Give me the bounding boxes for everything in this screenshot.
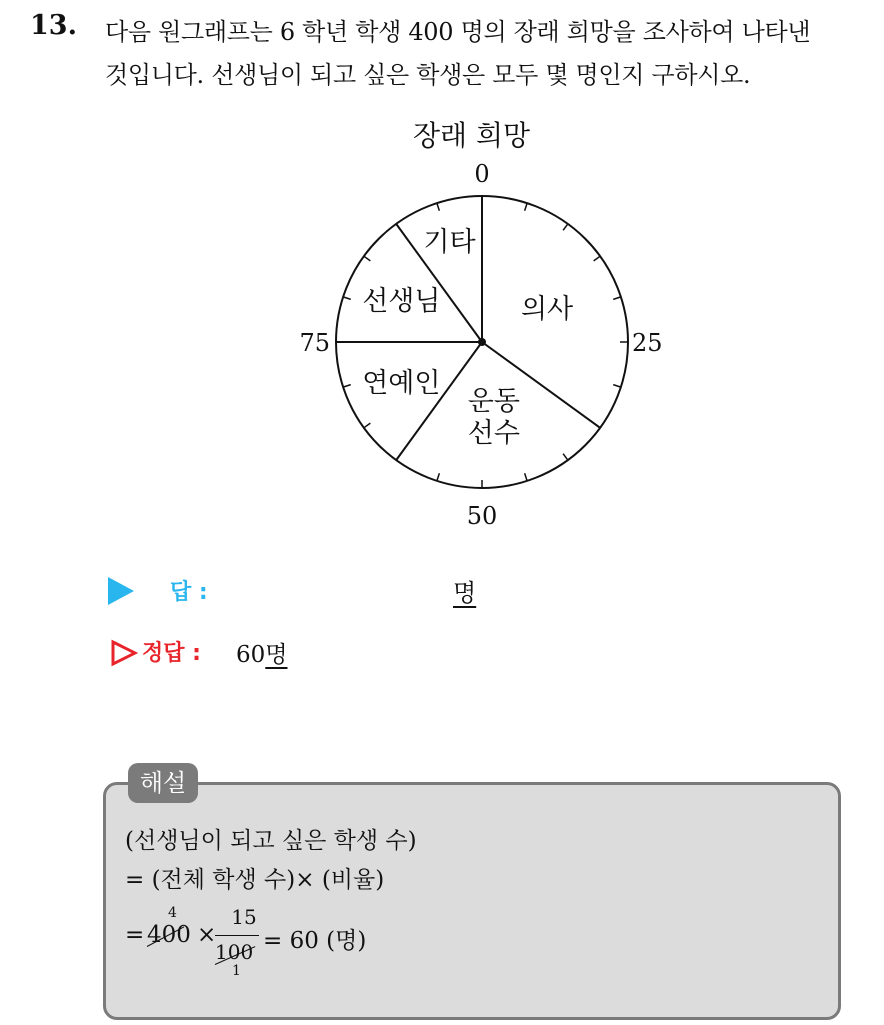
chart-title: 장래 희망: [413, 119, 531, 152]
fraction-bar: [215, 935, 259, 936]
outline-arrow-icon: [110, 639, 138, 667]
solution-total-reduced: 4: [168, 905, 177, 921]
solution-line2: = (전체 학생 수)× (비율): [125, 867, 385, 893]
solution-calculation: [125, 900, 405, 990]
slice-label: 의사: [520, 293, 574, 325]
slice-label: 연예인: [362, 368, 441, 400]
slice-label: 운동: [467, 385, 520, 417]
correct-answer-number: 60: [236, 642, 266, 668]
pie-tick-15: [594, 256, 600, 261]
solution-tab: 해설: [128, 763, 198, 803]
solution-equals: =: [125, 922, 145, 948]
fraction-numerator: 15: [231, 905, 257, 929]
question-text-line1: 다음 원그래프는 6 학년 학생 400 명의 장래 희망을 조사하여 나타낸: [105, 18, 811, 46]
pie-tick-95: [437, 203, 439, 211]
pie-tick-40: [563, 454, 568, 460]
slice-label: 기타: [423, 227, 476, 259]
correct-answer-row: [108, 633, 608, 673]
question-text-line2: 것입니다. 선생님이 되고 싶은 학생은 모두 몇 명인지 구하시오.: [105, 61, 751, 89]
pie-tick-80: [343, 297, 351, 299]
pie-tick-5: [525, 203, 527, 211]
pie-tick-85: [364, 256, 370, 261]
solution-total: 400: [147, 922, 191, 948]
pie-tick-65: [364, 423, 370, 428]
pie-tick-70: [343, 385, 351, 387]
correct-answer-label: 정답 :: [142, 641, 201, 666]
solution-line1: (선생님이 되고 싶은 학생 수): [125, 828, 417, 854]
solution-result: = 60 (명): [263, 928, 367, 954]
pie-tick-30: [613, 385, 621, 387]
slice-label: 선생님: [362, 285, 441, 317]
pie-tick-55: [437, 473, 439, 481]
scale-label-25: 25: [632, 329, 663, 357]
answer-arrow-icon: [108, 577, 134, 605]
scale-label-0: 0: [474, 160, 490, 188]
pie-tick-45: [525, 473, 527, 481]
pie-center-dot: [478, 338, 486, 346]
scale-label-50: 50: [466, 502, 498, 530]
correct-answer-value: [236, 636, 288, 669]
answer-row: [108, 573, 608, 609]
fraction-denominator-reduced: 1: [232, 963, 241, 979]
solution-times: ×: [197, 922, 217, 948]
slice-label: 선수: [467, 417, 520, 449]
scale-label-75: 75: [299, 329, 330, 357]
answer-unit: 명: [453, 579, 477, 607]
fraction-denominator: 100: [215, 940, 254, 964]
correct-answer-unit: 명: [265, 642, 288, 668]
pie-tick-10: [563, 224, 568, 230]
pie-tick-20: [613, 297, 621, 299]
question-number: 13.: [30, 10, 77, 41]
answer-label: 답 :: [170, 580, 208, 605]
